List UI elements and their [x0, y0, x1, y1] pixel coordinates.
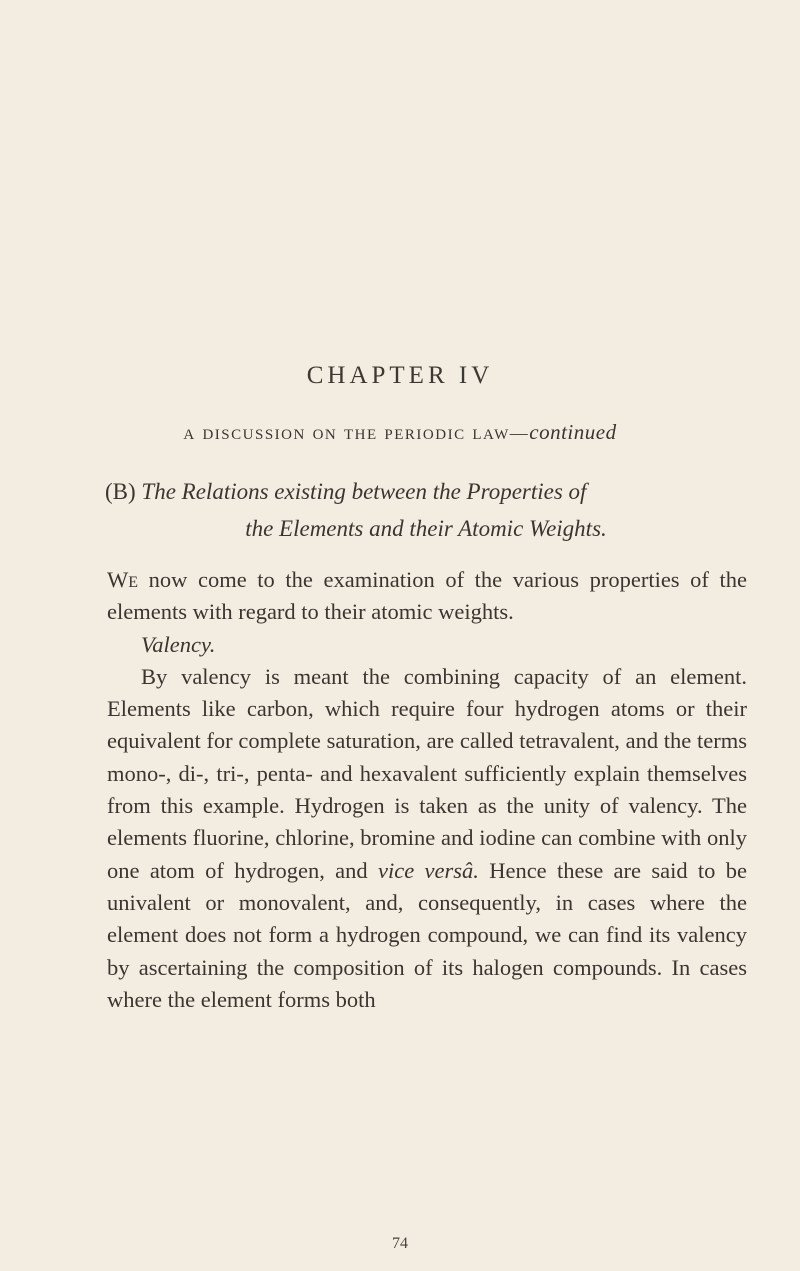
paragraph-intro: [107, 564, 747, 629]
chapter-subtitle: [0, 420, 800, 445]
section-heading-line-1: [105, 473, 755, 510]
paragraph-valency-text-2: Hence these are said to be univalent or monovalent, and, consequently, in cases where the element does not form a hydrogen compound, we can find its valency by ascertaining the composition of its halogen compounds. In cases where the element forms both: [107, 857, 747, 1012]
subtitle-continued: continued: [529, 420, 617, 444]
section-title-line-2: the Elements and their Atomic Weights.: [245, 516, 607, 541]
subtitle-main: a discussion on the periodic law: [183, 420, 510, 444]
valency-heading: [107, 629, 747, 661]
vice-versa-text: vice versâ.: [377, 857, 479, 883]
chapter-title: CHAPTER IV: [306, 362, 494, 389]
paragraph-valency-text-1: By valency is meant the combining capacity of an element. Elements like carbon, which require four hydrogen atoms or their equivalent for complete saturation, are called tetravalent, and the terms mono-, di-, tri-, penta- and hexavalent sufficiently explain themselves from this example. Hydrogen is taken as the unity of valency. The elements fluorine, chlorine, bromine and iodine can combine with only one atom of hydrogen, and: [107, 663, 747, 883]
valency-heading-text: Valency.: [141, 631, 216, 657]
paragraph-valency: [107, 661, 747, 1016]
subtitle-dash: —: [509, 423, 530, 443]
section-title-line-1: The Relations existing between the Properties of: [141, 479, 587, 504]
section-label: (B): [105, 479, 136, 504]
page-number: 74: [392, 1235, 408, 1252]
section-heading: [105, 473, 755, 547]
paragraph-intro-text: now come to the examination of the various properties of the elements with regard to their atomic weights.: [107, 567, 747, 625]
body-text: [107, 564, 747, 1016]
drop-lead-word: We: [107, 567, 139, 592]
